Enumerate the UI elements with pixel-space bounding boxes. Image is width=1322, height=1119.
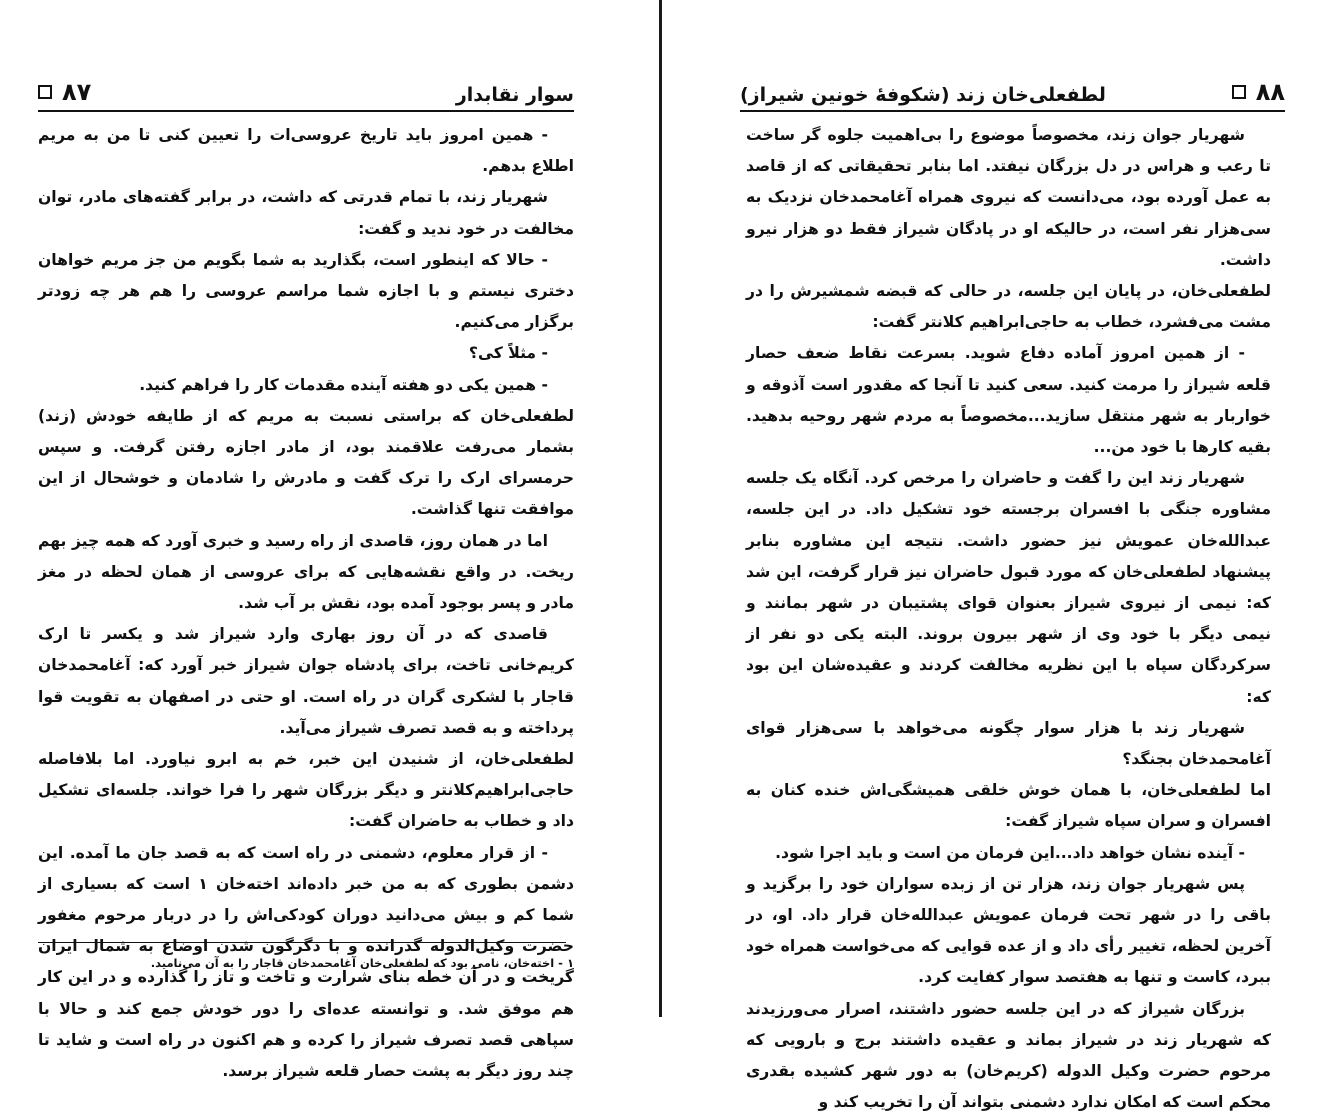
paragraph: - آینده نشان خواهد داد...این فرمان من است و باید اجرا شود. — [775, 843, 1245, 862]
square-ornament-icon — [1232, 85, 1246, 99]
paragraph: - از همین امروز آماده دفاع شوید. بسرعت نقاط ضعف حصار قلعه شیراز را مرمت کنید. سعی کنید تا آنجا که مقدور است آذوقه و خواربار به شهر منتقل سازید...مخصوصاً به مردم شهر روحیه بدهید. بقیه کارها با خود من... — [746, 344, 1271, 457]
square-ornament-icon — [38, 85, 52, 99]
page-number-text: ۸۸ — [1255, 78, 1285, 106]
footnote-divider — [38, 942, 566, 943]
right-page-number — [1232, 78, 1285, 106]
paragraph: شهریار جوان زند، مخصوصاً موضوع را بی‌اهمیت جلوه گر ساخت تا رعب و هراس در دل بزرگان نیفتد. اما بنابر تحقیقاتی که از قاصد به عمل آورده بود، می‌دانست که نیروی همراه آغامحمدخان نزدیک به سی‌هزار نفر است، در حالیکه او در پادگان شیراز فقط دو هزار نیرو داشت. — [746, 126, 1271, 269]
left-page — [30, 0, 630, 1081]
page-number-text: ۸۷ — [62, 78, 92, 106]
left-page-header — [38, 78, 574, 112]
paragraph: بزرگان شیراز که در این جلسه حضور داشتند، اصرار می‌ورزیدند که شهریار زند در شیراز بماند و عقیده داشتند برج و بارویی که مرحوم حضرت وکیل الدوله (کریم‌خان) به دور شهر کشیده بقدری محکم است که امکان ندارد دشمنی بتواند آن را تخریب کند و — [746, 999, 1271, 1112]
right-page — [740, 0, 1285, 1112]
paragraph: پس شهریار جوان زند، هزار تن از زبده سواران خود را برگزید و باقی را در شهر تحت فرمان عمویش عبدالله‌خان قرار داد. او، در آخرین لحظه، تغییر رأی داد و از عده قوایی که می‌خواست همراه خود ببرد، کاست و تنها به هفتصد سوار کفایت کرد. — [746, 874, 1271, 987]
footnote: ۱ - اخته‌خان، نامی بود که لطفعلی‌خان آغامحمدخان قاجار را به آن می‌نامید. — [150, 956, 574, 970]
paragraph: - حالا که اینطور است، بگذارید به شما بگویم من جز مریم خواهان دختری نیستم و با اجازه شما مراسم عروسی را هم هر چه زودتر برگزار می‌کنیم. — [38, 250, 574, 332]
paragraph: شهریار زند با هزار سوار چگونه می‌خواهد با سی‌هزار قوای آغامحمدخان بجنگد؟ — [746, 718, 1271, 769]
paragraph: لطفعلی‌خان که براستی نسبت به مریم که از طایفه خودش (زند) بشمار می‌رفت علاقمند بود، از مادر اجازه رفتن گرفت. و سپس حرمسرای ارک را ترک گفت و مادرش را شادمان و خوشحال از این موافقت تنها گذاشت. — [38, 406, 574, 519]
paragraph: - مثلاً کی؟ — [468, 344, 548, 363]
paragraph: قاصدی که در آن روز بهاری وارد شیراز شد و یکسر تا ارک کریم‌خانی تاخت، برای پادشاه جوان شیراز خبر آورد که: آغامحمدخان قاجار با لشکری گران در راه است. او حتی در اصفهان به تقویت قوا پرداخته و به قصد تصرف شیراز می‌آید. — [38, 625, 574, 737]
paragraph: شهریار زند این را گفت و حاضران را مرخص کرد. آنگاه یک جلسه مشاوره جنگی با افسران برجسته خود تشکیل داد. در این جلسه، عبدالله‌خان عمویش نیز حضور داشت. نتیجه این مشاوره بنابر پیشنهاد لطفعلی‌خان که مورد قبول حاضران نیز قرار گرفت، این شد که: نیمی از نیروی شیراز بعنوان قوای پشتیبان در شهر بمانند و نیمی دیگر با خود وی از شهر بیرون بروند. البته یکی دو نفر از سرکردگان سپاه با این نظریه مخالفت کردند و عقیده‌شان این بود که: — [746, 469, 1271, 706]
paragraph: شهریار زند، با تمام قدرتی که داشت، در برابر گفته‌های مادر، توان مخالفت در خود ندید و گفت: — [38, 188, 574, 238]
paragraph: - همین یکی دو هفته آینده مقدمات کار را فراهم کنید. — [139, 375, 548, 394]
left-page-number — [38, 78, 91, 106]
right-page-header — [740, 78, 1285, 112]
paragraph: اما لطفعلی‌خان، با همان خوش خلقی همیشگی‌اش خنده کنان به افسران و سران سپاه شیراز گفت: — [746, 781, 1271, 831]
paragraph: لطفعلی‌خان، در پایان این جلسه، در حالی که قبضه شمشیرش را در مشت می‌فشرد، خطاب به حاجی‌ابراهیم کلانتر گفت: — [746, 282, 1271, 332]
paragraph: اما در همان روز، قاصدی از راه رسید و خبری آورد که همه چیز بهم ریخت. در واقع نقشه‌هایی که برای عروسی از همان لحظه در مغز مادر و پسر بوجود آمده بود، نقش بر آب شد. — [38, 531, 574, 613]
paragraph: لطفعلی‌خان، از شنیدن این خبر، خم به ابرو نیاورد. اما بلافاصله حاجی‌ابراهیم‌کلانتر و دیگر بزرگان شهر را فرا خواند. جلسه‌ای تشکیل داد و خطاب به حاضران گفت: — [38, 750, 574, 831]
right-running-title: لطفعلی‌خان زند (شکوفهٔ خونین شیراز) — [740, 84, 1106, 106]
book-gutter — [659, 0, 662, 1017]
paragraph: - همین امروز باید تاریخ عروسی‌ات را تعیین کنی تا من به مریم اطلاع بدهم. — [38, 126, 574, 176]
right-page-body — [746, 120, 1271, 1119]
paragraph: - از قرار معلوم، دشمنی در راه است که به قصد جان ما آمده. این دشمن بطوری که به من خبر داده‌اند اخته‌خان ۱ است که بسیاری از شما کم و بیش می‌دانید دوران کودکی‌اش را در دربار مرحوم مغفور حضرت وکیل‌الدوله گذرانده و با دگرگون شدن اوضاع به شمال ایران گریخت و در آن خطه بنای شرارت و تاخت و تاز را گذارده و در این کار هم موفق شد. و توانسته عده‌ای را دور خودش جمع کند و حالا با سپاهی قصد تصرف شیراز را کرده و هم اکنون در راه است و شاید تا چند روز دیگر به پشت حصار قلعه شیراز برسد. — [38, 843, 574, 1081]
left-running-title: سوار نقابدار — [455, 84, 574, 106]
